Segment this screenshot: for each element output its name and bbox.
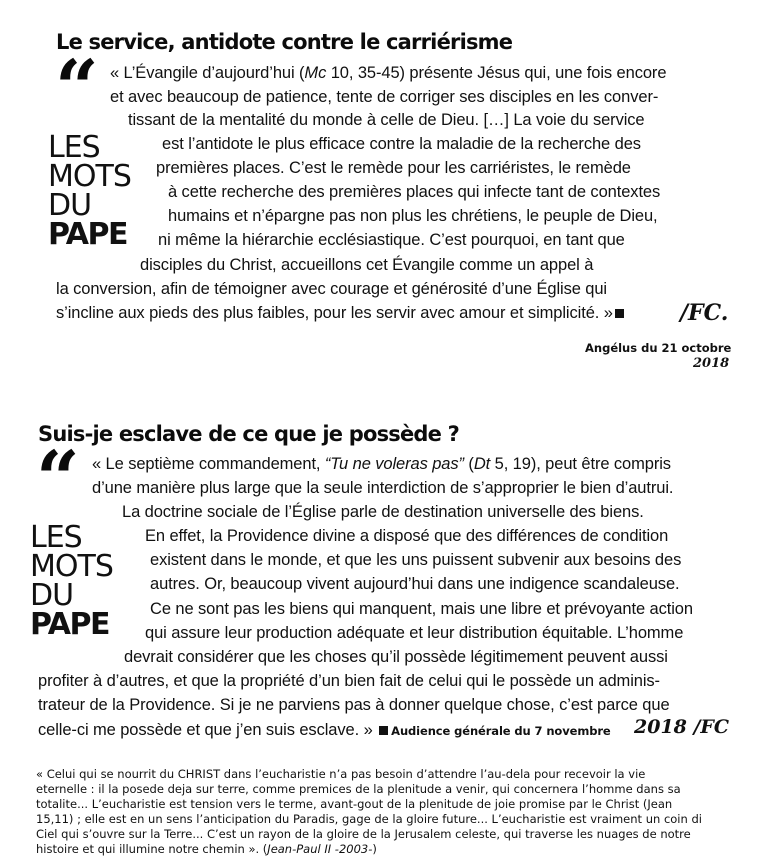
footnote-line-6 bbox=[36, 842, 702, 857]
article2-last-line: celle-ci me possède et que j’en suis esclave. » bbox=[38, 721, 373, 739]
label-pape: PAPE bbox=[30, 607, 109, 642]
end-square-icon bbox=[379, 726, 388, 735]
footnote-line-2: eternelle : il la posede deja sur terre, comme premices de la plenitude a venir, qui concernera l’homme dans sa bbox=[36, 782, 681, 796]
label-mots: MOTS bbox=[30, 549, 113, 584]
article2-quote-mark: “ bbox=[36, 434, 80, 523]
article2-line-5: existent dans le monde, et que les uns puissent subvenir aux besoins des bbox=[150, 551, 682, 569]
article2-handwritten-note: 2018 /FC bbox=[634, 716, 730, 738]
article1-line-7: humains et n’épargne pas non plus les chrétiens, le peuple de Dieu, bbox=[168, 207, 658, 225]
article1-line-3: tissant de la mentalité du monde à celle de Dieu. […] La voie du service bbox=[128, 111, 645, 129]
article2-line-1-b: ( bbox=[463, 455, 474, 473]
article2-line-11: trateur de la Providence. Si je ne parviens pas à donner quelque chose, c’est parce que bbox=[38, 696, 670, 714]
article2-line-10: profiter à d’autres, et que la propriété d’un bien fait de celui qui le possède un adminis- bbox=[38, 672, 660, 690]
article1-title: Le service, antidote contre le carriérisme bbox=[56, 30, 513, 54]
footnote-block bbox=[36, 767, 702, 857]
article2-line-1-a: « Le septième commandement, bbox=[92, 455, 325, 473]
label-du: DU bbox=[48, 188, 92, 223]
article1-line-10: la conversion, afin de témoigner avec courage et générosité d’une Église qui bbox=[56, 280, 607, 298]
article2-line-3: La doctrine sociale de l’Église parle de destination universelle des biens. bbox=[122, 503, 644, 521]
label-pape: PAPE bbox=[48, 217, 127, 252]
article1-line-2: et avec beaucoup de patience, tente de corriger ses disciples en les conver- bbox=[110, 88, 659, 106]
label-du: DU bbox=[30, 578, 74, 613]
article1-line-1-b: 10, 35-45) présente Jésus qui, une fois encore bbox=[326, 64, 667, 82]
article1-label-les-mots-du-pape bbox=[48, 130, 131, 252]
footnote-last-b: ) bbox=[372, 842, 377, 856]
article1-source: Angélus du 21 octobre bbox=[585, 341, 732, 355]
article2-title: Suis-je esclave de ce que je possède ? bbox=[38, 422, 459, 446]
article1-handwritten-initials: /FC. bbox=[680, 300, 729, 326]
footnote-author: Jean-Paul II -2003- bbox=[267, 842, 373, 856]
article2-line-7: Ce ne sont pas les biens qui manquent, mais une libre et prévoyante action bbox=[150, 600, 693, 618]
article2-source: Audience générale du 7 novembre bbox=[391, 724, 611, 738]
end-square-icon bbox=[615, 309, 624, 318]
article2-line-2: d’une manière plus large que la seule interdiction de s’approprier le bien d’autrui. bbox=[92, 479, 674, 497]
article1-line-5: premières places. C’est le remède pour les carriéristes, le remède bbox=[156, 159, 631, 177]
article2-line-1-c: 5, 19), peut être compris bbox=[490, 455, 671, 473]
article1-line-6: à cette recherche des premières places qui infecte tant de contextes bbox=[168, 183, 661, 201]
article1-line-8: ni même la hiérarchie ecclésiastique. C’est pourquoi, en tant que bbox=[158, 231, 625, 249]
article1-last-line: s’incline aux pieds des plus faibles, pour les servir avec amour et simplicité. » bbox=[56, 304, 613, 322]
article1-handwritten-year: 2018 bbox=[693, 356, 730, 371]
article1-line-11 bbox=[56, 304, 627, 323]
footnote-line-5: Ciel qui s’ouvre sur la Terre... C’est un rayon de la gloire de la Jerusalem celeste, qui traverse les nuages de notre bbox=[36, 827, 691, 841]
article2-line-12 bbox=[38, 721, 611, 740]
article1-ref: Mc bbox=[304, 64, 327, 82]
article1-quote-mark: “ bbox=[55, 43, 99, 132]
footnote-last-a: histoire et qui illumine notre chemin ». ( bbox=[36, 842, 268, 856]
article2-line-1 bbox=[92, 455, 671, 474]
article2-line-9: devrait considérer que les choses qu’il possède légitimement peuvent aussi bbox=[124, 648, 668, 666]
article2-ref: Dt bbox=[473, 455, 491, 473]
article2-line-4: En effet, la Providence divine a disposé que des différences de condition bbox=[145, 527, 669, 545]
footnote-line-1: « Celui qui se nourrit du CHRIST dans l’eucharistie n’a pas besoin d’attendre l’au-dela pour recevoir la vie bbox=[36, 767, 646, 781]
footnote-line-4: 15,11) ; elle est en un sens l’anticipation du Paradis, gage de la gloire future... L’eucharistie est vraiment un coin di bbox=[36, 812, 702, 826]
article1-line-1 bbox=[110, 64, 666, 83]
article1-line-1-a: « L’Évangile d’aujourd’hui ( bbox=[110, 64, 305, 82]
article1-line-4: est l’antidote le plus efficace contre la maladie de la recherche des bbox=[162, 135, 641, 153]
article2-line-8: qui assure leur production adéquate et leur distribution équitable. L’homme bbox=[145, 624, 684, 642]
label-les: LES bbox=[30, 520, 82, 555]
article2-label-les-mots-du-pape bbox=[30, 520, 113, 642]
article2-line-6: autres. Or, beaucoup vivent aujourd’hui dans une indigence scandaleuse. bbox=[150, 575, 680, 593]
footnote-line-3: totalite... L’eucharistie est tension vers le terme, avant-gout de la plenitude de joie promise par le Christ (Jean bbox=[36, 797, 673, 811]
label-mots: MOTS bbox=[48, 159, 131, 194]
article1-line-9: disciples du Christ, accueillons cet Évangile comme un appel à bbox=[140, 256, 594, 274]
article2-commandment-quote: “Tu ne voleras pas” bbox=[324, 455, 464, 473]
label-les: LES bbox=[48, 130, 100, 165]
